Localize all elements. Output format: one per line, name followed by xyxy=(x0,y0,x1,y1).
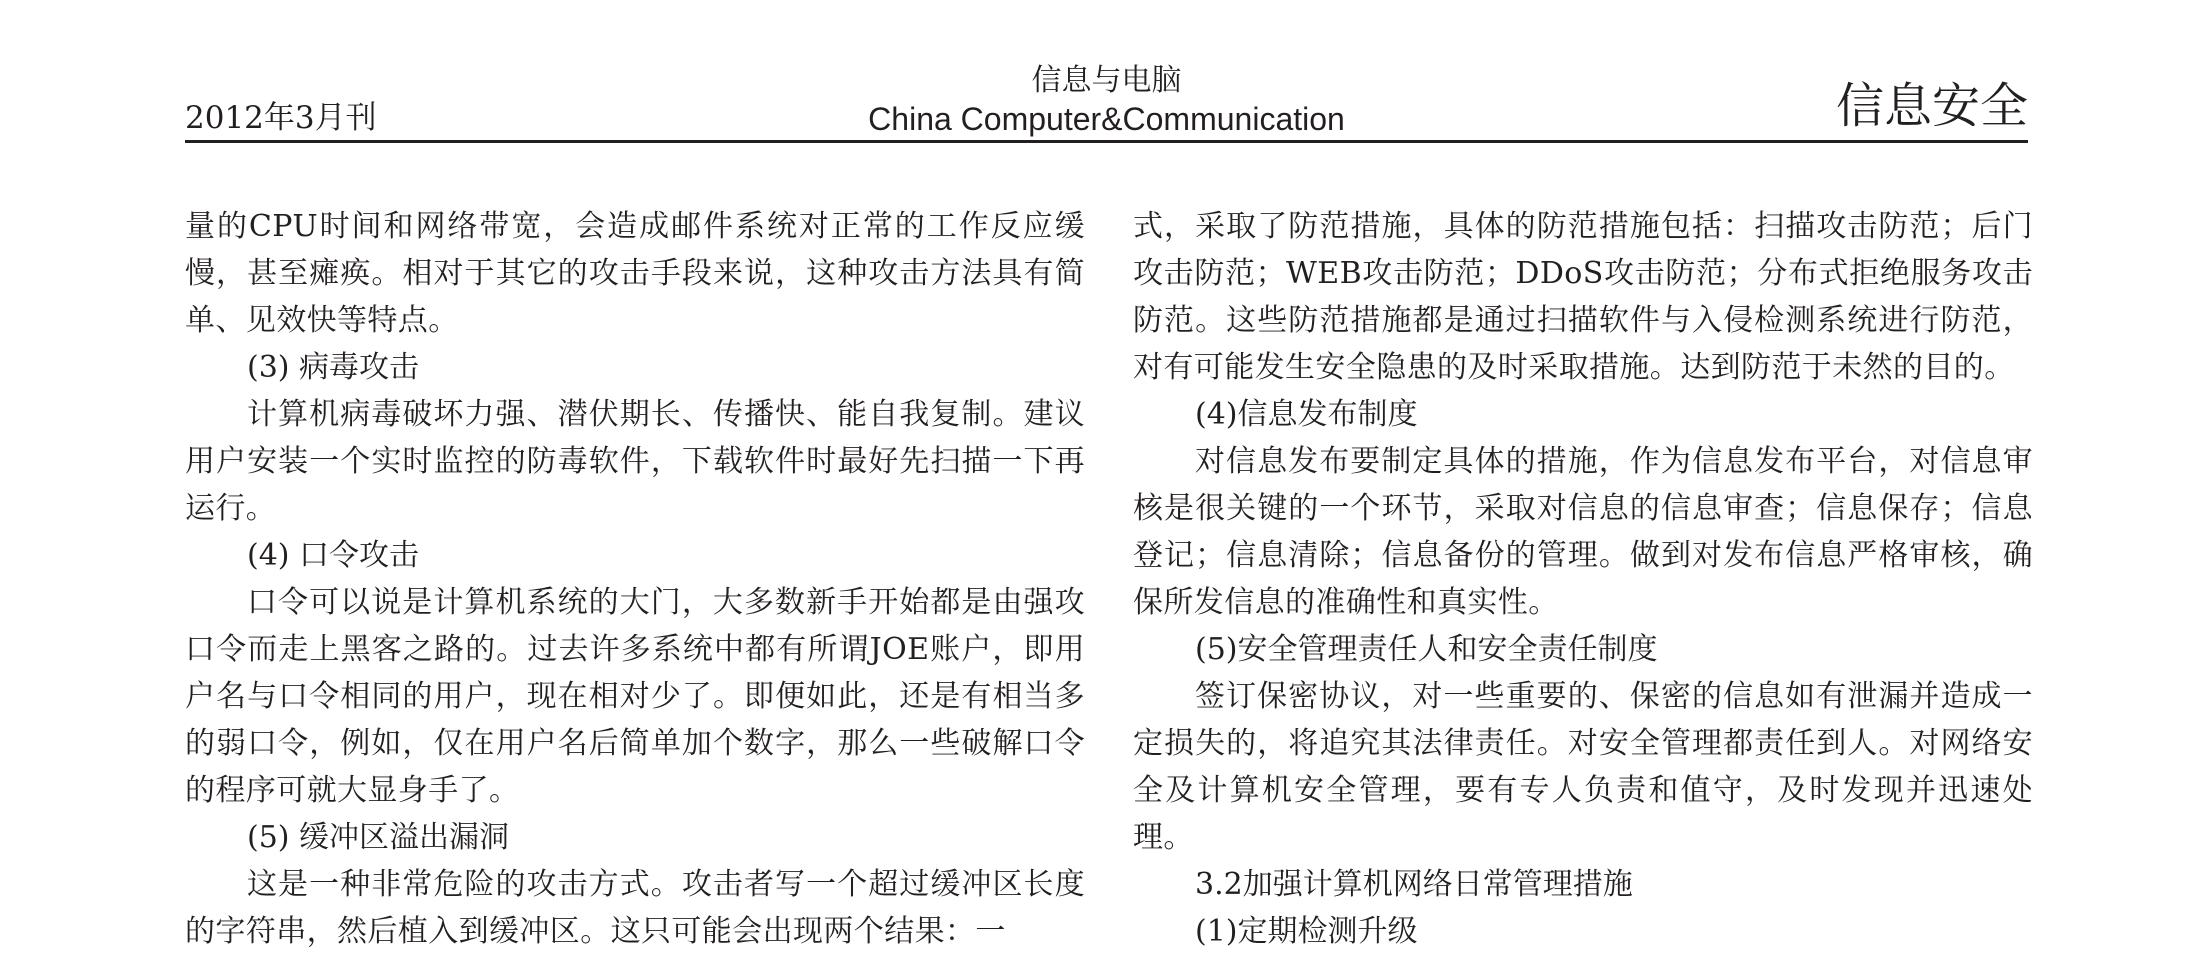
paragraph: 这是一种非常危险的攻击方式。攻击者写一个超过缓冲区长度的字符串，然后植入到缓冲区。这只可能会出现两个结果：一 xyxy=(185,867,1085,949)
paragraph: 计算机病毒破坏力强、潜伏期长、传播快、能自我复制。建议用户安装一个实时监控的防毒软件，下载软件时最好先扫描一下再运行。 xyxy=(185,397,1085,526)
header-rule xyxy=(185,140,2028,143)
subheading: (5) 缓冲区溢出漏洞 xyxy=(247,820,510,855)
journal-title-en: China Computer&Communication xyxy=(868,101,1345,137)
paragraph: 对信息发布要制定具体的措施，作为信息发布平台，对信息审核是很关键的一个环节，采取对信息的信息审查；信息保存；信息登记；信息清除；信息备份的管理。做到对发布信息严格审核，确保所发信息的准确性和真实性。 xyxy=(1133,444,2033,620)
subheading: (4)信息发布制度 xyxy=(1195,397,1418,432)
subheading: 3.2加强计算机网络日常管理措施 xyxy=(1195,867,1633,902)
journal-title-block xyxy=(185,62,2028,138)
subheading: (4) 口令攻击 xyxy=(247,538,420,573)
paragraph: 式，采取了防范措施，具体的防范措施包括：扫描攻击防范；后门攻击防范；WEB攻击防范；DDoS攻击防范；分布式拒绝服务攻击防范。这些防范措施都是通过扫描软件与入侵检测系统进行防范，对有可能发生安全隐患的及时采取措施。达到防范于未然的目的。 xyxy=(1133,209,2033,385)
journal-title-cn: 信息与电脑 xyxy=(1031,63,1182,98)
section-title: 信息安全 xyxy=(1835,78,2028,134)
subheading: (3) 病毒攻击 xyxy=(247,350,420,385)
issue-date: 2012年3月刊 xyxy=(185,100,377,136)
subheading: (5)安全管理责任人和安全责任制度 xyxy=(1195,632,1658,667)
paragraph: 量的CPU时间和网络带宽，会造成邮件系统对正常的工作反应缓慢，甚至瘫痪。相对于其它的攻击手段来说，这种攻击方法具有简单、见效快等特点。 xyxy=(185,209,1085,338)
page-header xyxy=(185,0,2028,143)
right-column xyxy=(1133,203,2033,955)
left-column xyxy=(185,203,1085,955)
paragraph: 口令可以说是计算机系统的大门，大多数新手开始都是由强攻口令而走上黑客之路的。过去许多系统中都有所谓JOE账户，即用户名与口令相同的用户，现在相对少了。即便如此，还是有相当多的弱口令，例如，仅在用户名后简单加个数字，那么一些破解口令的程序可就大显身手了。 xyxy=(185,585,1085,808)
paragraph: 签订保密协议，对一些重要的、保密的信息如有泄漏并造成一定损失的，将追究其法律责任。对安全管理都责任到人。对网络安全及计算机安全管理，要有专人负责和值守，及时发现并迅速处理。 xyxy=(1133,679,2033,855)
subheading: (1)定期检测升级 xyxy=(1195,914,1418,949)
